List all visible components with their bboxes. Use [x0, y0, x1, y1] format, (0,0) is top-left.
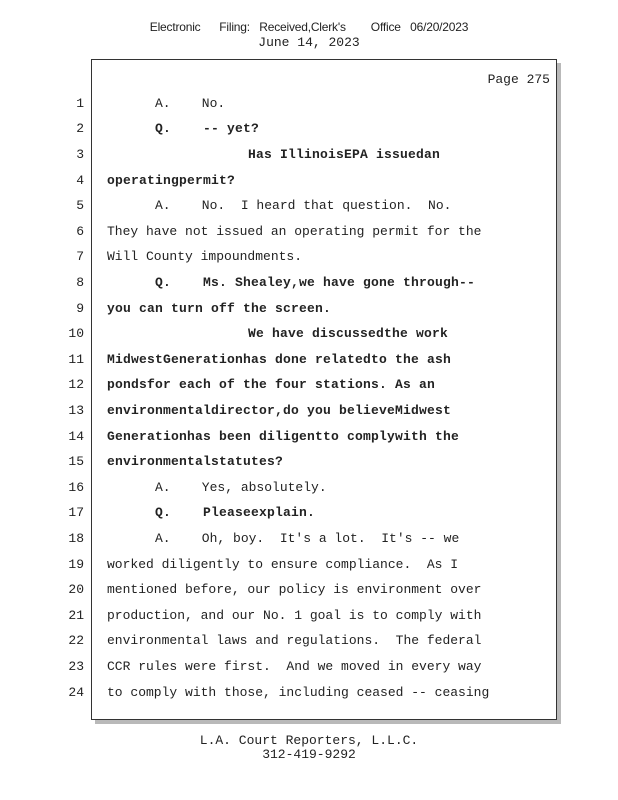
line-number: 1 — [76, 96, 84, 111]
line-number: 22 — [68, 633, 84, 648]
line-number: 15 — [68, 454, 84, 469]
transcript-line: operatingpermit? — [107, 173, 236, 188]
line-number: 7 — [76, 249, 84, 264]
transcript-line: Q. Pleaseexplain. — [155, 505, 316, 520]
transcript-date: June 14, 2023 — [258, 35, 360, 50]
line-number: 9 — [76, 301, 84, 316]
transcript-line: Q. Ms. Shealey,we have gone through-- — [155, 275, 476, 290]
line-number: 19 — [68, 557, 84, 572]
line-number: 2 — [76, 121, 84, 136]
transcript-line: A. Oh, boy. It's a lot. It's -- we — [155, 531, 460, 546]
line-number: 3 — [76, 147, 84, 162]
line-number: 8 — [76, 275, 84, 290]
line-number: 18 — [68, 531, 84, 546]
page-number: Page 275 — [487, 72, 550, 87]
line-number: 12 — [68, 377, 84, 392]
transcript-line: environmental laws and regulations. The federal — [107, 633, 482, 648]
line-number: 14 — [68, 429, 84, 444]
transcript-line: A. Yes, absolutely. — [155, 480, 327, 495]
transcript-line: Will County impoundments. — [107, 249, 303, 264]
line-number: 5 — [76, 198, 84, 213]
transcript-line: mentioned before, our policy is environment over — [107, 582, 482, 597]
transcript-line: worked diligently to ensure compliance. As I — [107, 557, 459, 572]
line-number: 6 — [76, 224, 84, 239]
line-number: 20 — [68, 582, 84, 597]
transcript-line: to comply with those, including ceased -- ceasing — [107, 685, 490, 700]
line-number: 16 — [68, 480, 84, 495]
line-number: 4 — [76, 173, 84, 188]
transcript-line: Q. -- yet? — [155, 121, 260, 136]
line-number: 10 — [68, 326, 84, 341]
transcript-line: A. No. I heard that question. No. — [155, 198, 452, 213]
transcript-line: you can turn off the screen. — [107, 301, 332, 316]
line-number: 13 — [68, 403, 84, 418]
transcript-line: pondsfor each of the four stations. As an — [107, 377, 436, 392]
line-number: 24 — [68, 685, 84, 700]
filing-stamp: Electronic Filing: Received,Clerk's Office 06/20/2023 — [149, 20, 469, 34]
transcript-line: CCR rules were first. And we moved in every way — [107, 659, 482, 674]
line-number: 17 — [68, 505, 84, 520]
line-number: 11 — [68, 352, 84, 367]
transcript-line: environmentaldirector,do you believeMidwest — [107, 403, 452, 418]
transcript-line: Has IllinoisEPA issuedan — [248, 147, 441, 162]
transcript-line: They have not issued an operating permit for the — [107, 224, 482, 239]
transcript-line: A. No. — [155, 96, 226, 111]
transcript-line: We have discussedthe work — [248, 326, 449, 341]
footer-company: L.A. Court Reporters, L.L.C. — [199, 733, 419, 748]
transcript-line: production, and our No. 1 goal is to comply with — [107, 608, 482, 623]
transcript-line: environmentalstatutes? — [107, 454, 284, 469]
transcript-line: MidwestGenerationhas done relatedto the ash — [107, 352, 452, 367]
line-number: 23 — [68, 659, 84, 674]
transcript-line: Generationhas been diligentto complywith the — [107, 429, 460, 444]
footer-phone: 312-419-9292 — [262, 747, 356, 762]
line-number: 21 — [68, 608, 84, 623]
